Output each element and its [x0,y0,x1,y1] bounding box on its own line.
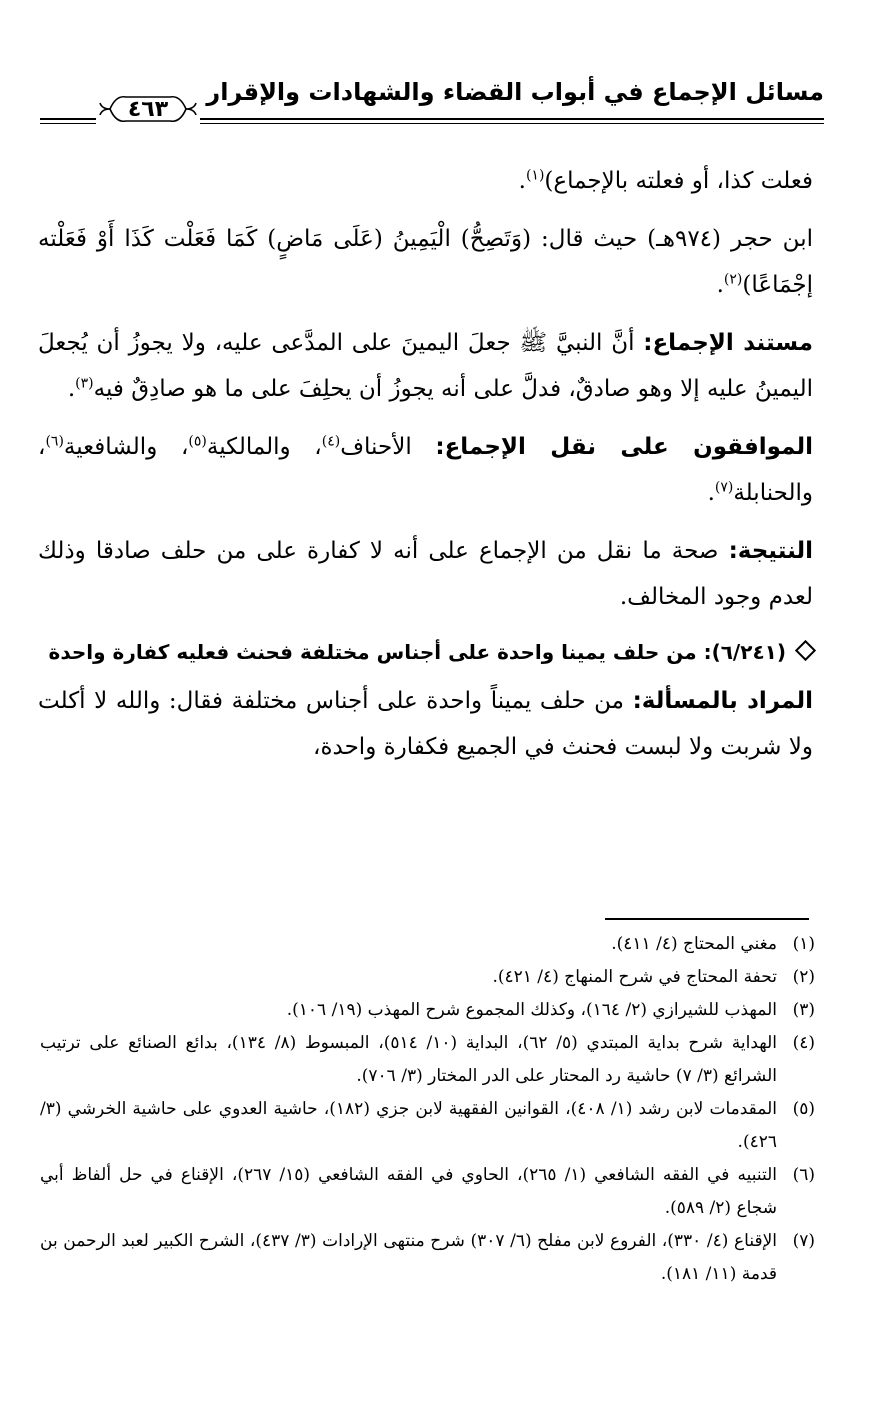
footnote-text: المقدمات لابن رشد (١/ ٤٠٨)، القوانين الفقهية لابن جزي (١٨٢)، حاشية العدوي على حاشية الخرشي (٣/ ٤٢٦). [40,1099,777,1152]
footnote-text: الإقناع (٤/ ٣٣٠)، الفروع لابن مفلح (٦/ ٣٠٧) شرح منتهى الإرادات (٣/ ٤٣٧)، الشرح الكبير لعبد الرحمن بن قدمة (١١/ ١٨١). [40,1231,777,1284]
section-label: المراد بالمسألة: [632,688,813,714]
issue-heading [38,632,813,672]
footnote-separator [605,918,809,920]
footnote-text: التنبيه في الفقه الشافعي (١/ ٢٦٥)، الحاوي في الفقه الشافعي (١٥/ ٢٦٧)، الإقناع في حل ألفاظ أبي شجاع (٢/ ٥٨٩). [40,1165,777,1218]
footnote [40,961,815,994]
running-title: مسائل الإجماع في أبواب القضاء والشهادات والإقرار [206,78,824,106]
paragraph [38,158,813,204]
paragraph [38,216,813,308]
footnote [40,1093,815,1159]
footnote-ref: (٦) [45,433,64,450]
text-run: من حلف يميناً واحدة على أجناس مختلفة فقال: والله لا أكلت ولا شربت ولا لبست فحنث في الجميع فكفارة واحدة، [38,688,813,760]
footnote-text: تحفة المحتاج في شرح المنهاج (٤/ ٤٢١). [492,967,777,987]
footnote-number: (٦) [792,1165,815,1185]
paragraph [38,678,813,770]
paragraph [38,424,813,516]
diamond-bullet-icon [795,640,816,661]
text-run: . [518,168,526,194]
section-label: النتيجة: [728,538,813,564]
footnote-ref: (٢) [723,271,743,288]
page-number-ornament [96,89,200,129]
footnote-text: المهذب للشيرازي (٢/ ١٦٤)، وكذلك المجموع شرح المهذب (١٩/ ١٠٦). [286,1000,777,1020]
text-run: فعلت كذا، أو فعلته بالإجماع) [544,168,813,194]
paragraph [38,320,813,412]
footnote [40,994,815,1027]
text-run: . [707,480,715,506]
text-run: . [716,272,724,298]
footnote [40,928,815,961]
footnote-ref: (٧) [714,479,734,496]
page-header [40,72,824,132]
footnote-text: مغني المحتاج (٤/ ٤١١). [611,934,777,954]
text-run: ابن حجر (٩٧٤هـ) حيث قال: (وَتَصِحُّ) الْيَمِينُ (عَلَى مَاضٍ) كَمَا فَعَلْت كَذَا أَوْ فَعَلْته إجْمَاعًا) [38,226,813,298]
footnote-number: (٥) [792,1099,815,1119]
text-run: أنَّ النبيَّ ﷺ جعلَ اليمينَ على المدَّعى عليه، ولا يجوزُ أن يُجعلَ اليمينُ عليه إلا وهو صادقٌ، فدلَّ على أنه يجوزُ أن يحلِفَ على ما هو صادِقٌ فيه [38,330,813,402]
footnote-number: (٢) [792,967,815,987]
footnote-ref: (٥) [188,433,207,450]
footnote-number: (١) [792,934,815,954]
footnote-text: الهداية شرح بداية المبتدي (٥/ ٦٢)، البداية (١٠/ ٥١٤)، المبسوط (٨/ ١٣٤)، بدائع الصنائع على ترتيب الشرائع (٣/ ٧) حاشية رد المحتار على الدر المختار (٣/ ٧٠٦). [40,1033,777,1086]
text-run: الأحناف [340,434,436,460]
footnote-number: (٤) [792,1033,815,1053]
paragraph [38,528,813,620]
footnote-number: (٧) [792,1231,815,1251]
section-label: مستند الإجماع: [643,330,813,356]
footnote-ref: (٣) [75,375,94,392]
text-run: صحة ما نقل من الإجماع على أنه لا كفارة على من حلف صادقا وذلك لعدم وجود المخالف. [38,538,813,610]
footnote-ref: (٤) [321,433,341,450]
footnote [40,1027,815,1093]
main-text [38,158,813,770]
text-run: ، والشافعية [63,434,189,460]
text-run: ، والمالكية [206,434,322,460]
footnote [40,1225,815,1291]
footnote-ref: (١) [525,167,545,184]
issue-title: (٦/٢٤١): من حلف يمينا واحدة على أجناس مختلفة فحنث فعليه كفارة واحدة [48,640,786,664]
text-run: . [67,376,76,402]
footnotes [40,928,815,1291]
footnote [40,1159,815,1225]
page-number: ٤٦٣ [127,97,169,122]
footnote-number: (٣) [792,1000,815,1020]
section-label: الموافقون على نقل الإجماع: [435,434,813,460]
text-run: ، والحنابلة [38,434,813,506]
